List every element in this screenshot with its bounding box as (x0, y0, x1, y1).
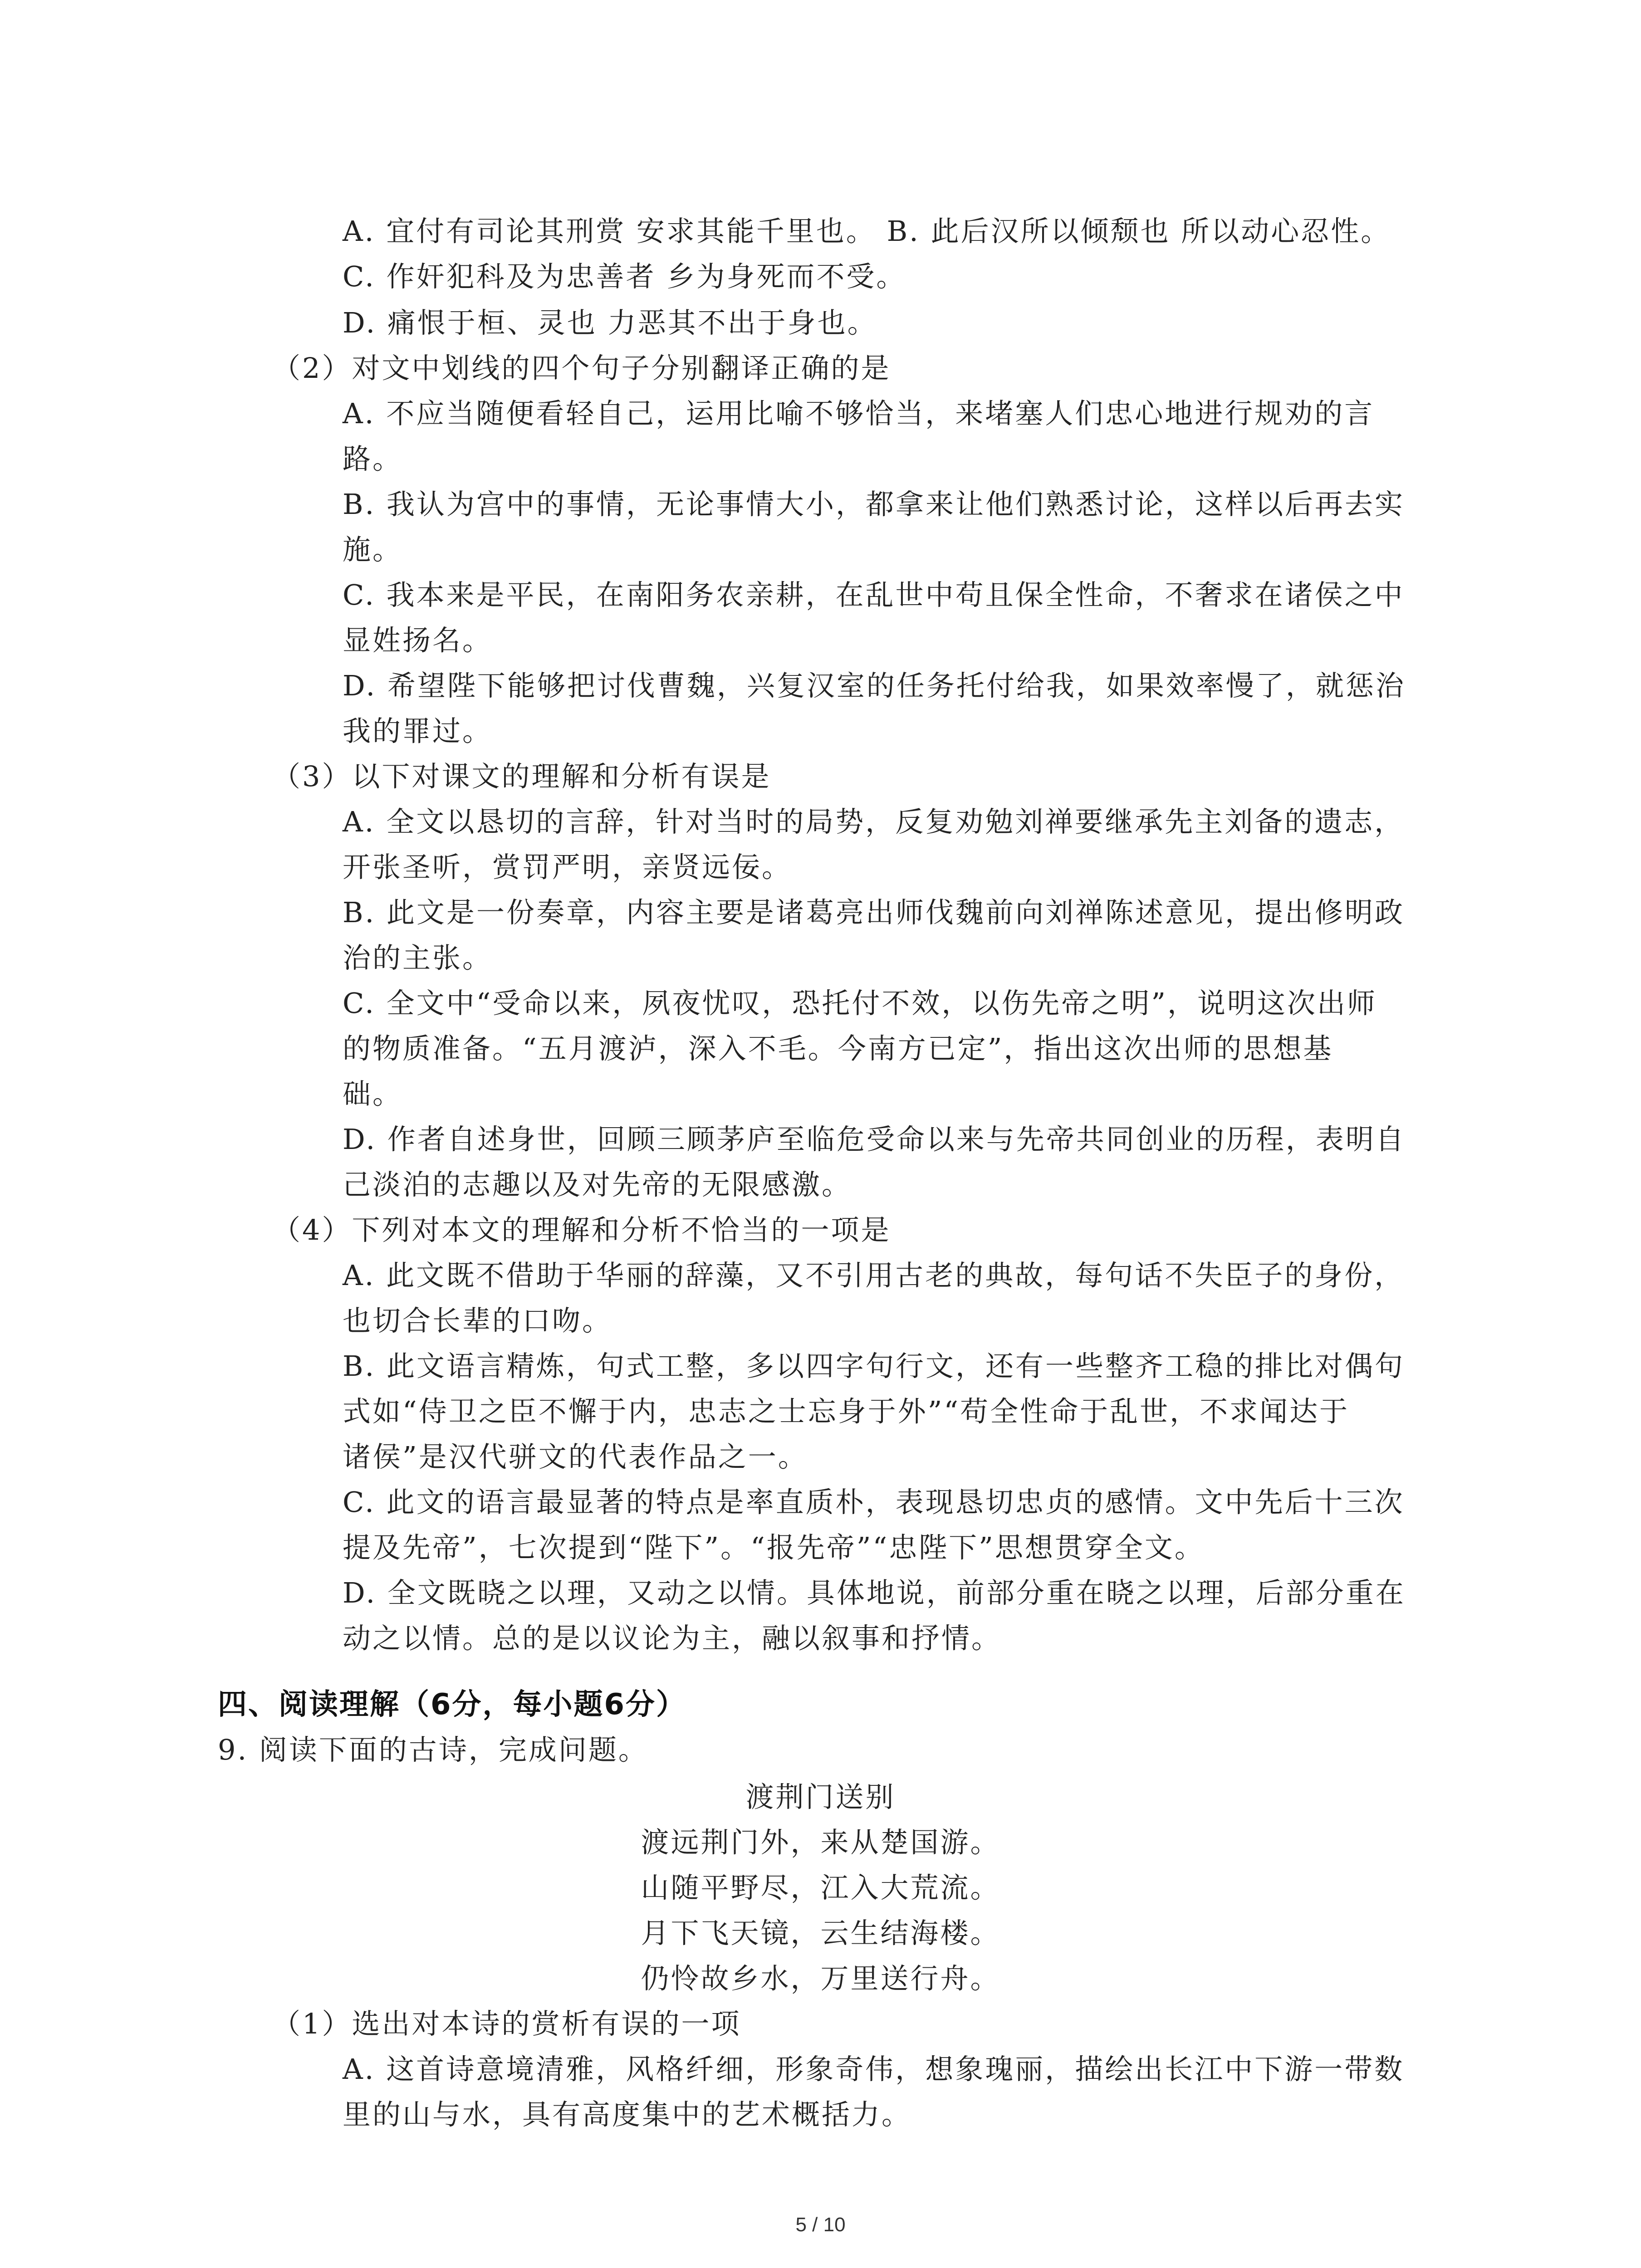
q8-sub3-a-line1: A. 全文以恳切的言辞，针对当时的局势，反复劝勉刘禅要继承先主刘备的遗志， (343, 805, 1405, 838)
q8-sub2-b-line1: B. 我认为宫中的事情，无论事情大小，都拿来让他们熟悉讨论，这样以后再去实 (343, 488, 1405, 521)
q8-sub2-a-line1: A. 不应当随便看轻自己，运用比喻不够恰当，来堵塞人们忠心地进行规劝的言 (343, 397, 1375, 430)
q8-sub4-stem: （4）下列对本文的理解和分析不恰当的一项是 (272, 1213, 891, 1246)
q8-sub4-d-line2: 动之以情。总的是以议论为主，融以叙事和抒情。 (343, 1622, 1002, 1655)
q8-sub3-c-line1: C. 全文中“受命以来，夙夜忧叹，恐托付不效，以伤先帝之明”，说明这次出师 (343, 987, 1377, 1020)
q9-sub1-stem: （1）选出对本诗的赏析有误的一项 (272, 2007, 741, 2040)
section-heading: 四、阅读理解（6分，每小题6分） (218, 1688, 687, 1721)
q8-sub4-b-line1: B. 此文语言精炼，句式工整，多以四字句行文，还有一些整齐工稳的排比对偶句 (343, 1349, 1405, 1383)
poem-title: 渡荆门送别 (745, 1780, 896, 1813)
q8-option-c: C. 作奸犯科及为忠善者 乡为身死而不受。 (343, 260, 906, 293)
poem-line: 仍怜故乡水，万里送行舟。 (641, 1962, 1000, 1995)
q9-stem: 9. 阅读下面的古诗，完成问题。 (218, 1733, 648, 1766)
q9-sub1-a-line1: A. 这首诗意境清雅，风格纤细，形象奇伟，想象瑰丽，描绘出长江中下游一带数 (343, 2053, 1405, 2086)
q8-sub3-d-line1: D. 作者自述身世，回顾三顾茅庐至临危受命以来与先帝共同创业的历程，表明自 (343, 1123, 1406, 1156)
poem-line: 山随平野尽，江入大荒流。 (641, 1871, 1000, 1904)
poem-line: 渡远荆门外，来从楚国游。 (641, 1826, 1000, 1859)
q8-sub3-b-line1: B. 此文是一份奏章，内容主要是诸葛亮出师伐魏前向刘禅陈述意见，提出修明政 (343, 896, 1405, 929)
q8-sub4-c-line2: 提及先帝”，七次提到“陛下”。“报先帝”“忠陛下”思想贯穿全文。 (343, 1531, 1205, 1564)
q8-sub3-a-line2: 开张圣听，赏罚严明，亲贤远佞。 (343, 850, 792, 884)
q9-sub1-a-line2: 里的山与水，具有高度集中的艺术概括力。 (343, 2098, 912, 2131)
q8-sub2-d-line2: 我的罪过。 (343, 714, 493, 748)
q8-sub4-a-line2: 也切合长辈的口吻。 (343, 1304, 612, 1337)
q8-sub4-d-line1: D. 全文既晓之以理，又动之以情。具体地说，前部分重在晓之以理，后部分重在 (343, 1576, 1406, 1609)
page-number: 5 / 10 (795, 2214, 846, 2236)
q8-sub4-a-line1: A. 此文既不借助于华丽的辞藻，又不引用古老的典故，每句话不失臣子的身份， (343, 1259, 1405, 1292)
q8-sub2-stem: （2）对文中划线的四个句子分别翻译正确的是 (272, 352, 891, 385)
q8-sub3-c-line3: 础。 (343, 1077, 403, 1110)
q8-sub2-b-line2: 施。 (343, 533, 403, 566)
poem-line: 月下飞天镜，云生结海楼。 (641, 1916, 1000, 1950)
q8-sub2-a-line2: 路。 (343, 442, 403, 475)
q8-sub4-c-line1: C. 此文的语言最显著的特点是率直质朴，表现恳切忠贞的感情。文中先后十三次 (343, 1486, 1405, 1519)
q8-option-ab: A. 宜付有司论其刑赏 安求其能千里也。 B. 此后汉所以倾颓也 所以动心忍性。 (343, 215, 1391, 248)
q8-sub2-c-line2: 显姓扬名。 (343, 624, 493, 657)
q8-sub3-b-line2: 治的主张。 (343, 941, 493, 974)
q8-sub4-b-line3: 诸侯”是汉代骈文的代表作品之一。 (343, 1440, 808, 1473)
q8-sub3-d-line2: 己淡泊的志趣以及对先帝的无限感激。 (343, 1168, 852, 1201)
q8-option-d: D. 痛恨于桓、灵也 力恶其不出于身也。 (343, 306, 877, 339)
q8-sub2-d-line1: D. 希望陛下能够把讨伐曹魏，兴复汉室的任务托付给我，如果效率慢了，就惩治 (343, 669, 1406, 702)
q8-sub3-stem: （3）以下对课文的理解和分析有误是 (272, 760, 771, 793)
q8-sub3-c-line2: 的物质准备。“五月渡泸，深入不毛。今南方已定”，指出这次出师的思想基 (343, 1032, 1333, 1065)
q8-sub2-c-line1: C. 我本来是平民，在南阳务农亲耕，在乱世中苟且保全性命，不奢求在诸侯之中 (343, 578, 1405, 611)
q8-sub4-b-line2: 式如“侍卫之臣不懈于内，忠志之士忘身于外”“苟全性命于乱世，不求闻达于 (343, 1395, 1350, 1428)
